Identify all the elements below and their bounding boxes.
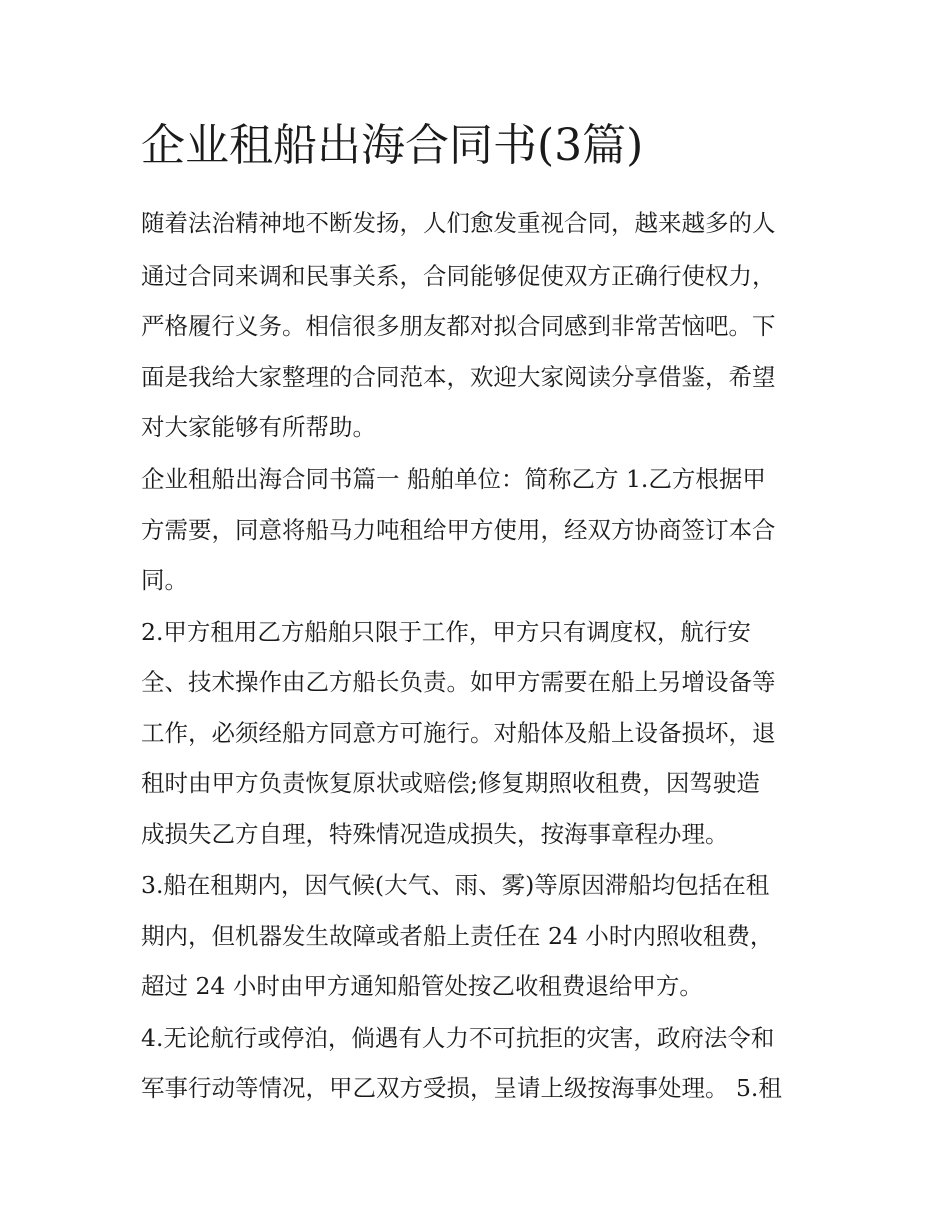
body-line-3: 严格履行义务。相信很多朋友都对拟合同感到非常苦恼吧。下 <box>141 312 776 340</box>
body-line-16: 超过 24 小时由甲方通知船管处按乙收租费退给甲方。 <box>141 972 703 1000</box>
body-line-7: 方需要，同意将船马力吨租给甲方使用，经双方协商签订本合 <box>141 516 776 544</box>
body-line-2: 通过合同来调和民事关系，合同能够促使双方正确行使权力， <box>141 262 776 290</box>
body-line-14: 3.船在租期内，因气候(大气、雨、雾)等原因滞船均包括在租 <box>141 871 770 899</box>
body-line-4: 面是我给大家整理的合同范本，欢迎大家阅读分享借鉴，希望 <box>141 363 776 391</box>
body-line-6: 企业租船出海合同书篇一 船舶单位：简称乙方 1.乙方根据甲 <box>141 465 766 493</box>
body-line-17: 4.无论航行或停泊，倘遇有人力不可抗拒的灾害，政府法令和 <box>141 1024 775 1052</box>
body-line-13: 成损失乙方自理，特殊情况造成损失，按海事章程办理。 <box>141 820 729 848</box>
body-line-8: 同。 <box>141 566 188 594</box>
body-line-15: 期内，但机器发生故障或者船上责任在 24 小时内照收租费， <box>141 922 774 950</box>
body-line-9: 2.甲方租用乙方船舶只限于工作，甲方只有调度权，航行安 <box>141 618 751 646</box>
body-line-10: 全、技术操作由乙方船长负责。如甲方需要在船上另增设备等 <box>141 668 776 696</box>
body-line-5: 对大家能够有所帮助。 <box>141 413 376 441</box>
document-title: 企业租船出海合同书(3篇) <box>141 120 644 171</box>
body-line-12: 租时由甲方负责恢复原状或赔偿;修复期照收租费，因驾驶造 <box>141 769 760 797</box>
body-line-18: 军事行动等情况，甲乙双方受损，呈请上级按海事处理。 5.租 <box>141 1074 782 1102</box>
body-line-1: 随着法治精神地不断发扬，人们愈发重视合同，越来越多的人 <box>141 209 776 237</box>
body-line-11: 工作，必须经船方同意方可施行。对船体及船上设备损坏，退 <box>141 719 776 747</box>
